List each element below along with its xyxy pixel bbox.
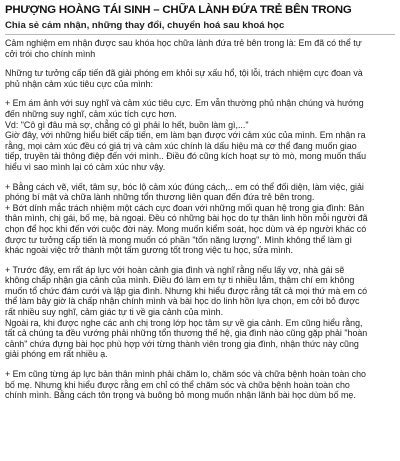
text-line: + Em cũng từng áp lực bản thân mình phải chăm lo, chăm sóc và chữa bệnh hoàn toàn cho bbox=[5, 369, 366, 380]
article-subtitle: Chia sẻ cảm nhận, những thay đổi, chuyển hoá sau khoá học bbox=[5, 20, 285, 31]
text-line: hiểu vì sao mình lại có cảm xúc như vậy. bbox=[5, 161, 166, 172]
text-line: + Bớt dính mắc trách nhiệm một cách cực đoan với những mối quan hệ trong gia đình: Bản bbox=[5, 202, 365, 213]
text-line: muốn tổ chức đám cưới và lập gia đình. Nhưng khi hiểu được rằng tất cả mọi thứ mà em có bbox=[5, 285, 367, 296]
body-paragraph bbox=[5, 68, 395, 89]
text-line: bố mẹ. Nhưng khi hiểu được rằng em chỉ có thể chăm sóc và chữa bệnh hoàn toàn cho bbox=[5, 379, 350, 390]
text-line: Vd: "Cô gì đâu mà sợ, chẳng có gì phải lo hết, buồn làm gì,..." bbox=[5, 119, 249, 130]
text-line: thể làm bây giờ là chấp nhận chính mình và bài học do linh hồn lựa chọn, em cởi bỏ được bbox=[5, 296, 360, 307]
text-line: không chấp nhận gia cảnh của mình. Điều đó làm em tự ti nhiều lắm, thậm chí em không bbox=[5, 275, 355, 286]
article-title: PHƯỢNG HOÀNG TÁI SINH – CHỮA LÀNH ĐỨA TRẺ BÊN TRONG bbox=[5, 4, 352, 16]
text-line: tất cả chúng ta đều vướng phải những tổn thương thế hệ, gia đình nào cũng gặp phải "hoàn bbox=[5, 328, 368, 339]
text-line: Những tư tưởng cấp tiến đã giải phóng em khỏi sự xấu hổ, tội lỗi, trách nhiệm cực đoan và bbox=[5, 68, 363, 79]
text-line: Giờ đây, với những hiểu biết cấp tiến, em làm bạn được với cảm xúc của mình. Em nhận ra bbox=[5, 130, 366, 141]
text-line: + Trước đây, em rất áp lực với hoàn cảnh gia đình và nghĩ rằng nếu lấy vợ, nhà gái sẽ bbox=[5, 264, 345, 275]
text-line: chính mình. Bằng cách tôn trọng và buông bỏ mong muốn nhận lãnh bài học dùm bố mẹ. bbox=[5, 390, 356, 401]
body-paragraph bbox=[5, 98, 395, 172]
text-line: + Em ám ảnh với suy nghĩ và cảm xúc tiêu cực. Em vẫn thường phủ nhận chúng và hướng bbox=[5, 98, 364, 109]
text-line: phóng bí mật và chữa lành những tổn thương liên quan đến đứa trẻ bên trong. bbox=[5, 192, 315, 203]
text-line: giải phóng em rất nhiều ạ. bbox=[5, 349, 108, 360]
article-body bbox=[5, 38, 395, 401]
body-paragraph bbox=[5, 265, 395, 360]
body-paragraph bbox=[5, 38, 395, 59]
body-paragraph bbox=[5, 182, 395, 256]
text-line: rất nhiều suy nghĩ, cảm giác tự ti về gia cảnh của mình. bbox=[5, 307, 224, 318]
text-line: thân mình, chị gái, bố mẹ, bà ngoại. Đều có những bài học do tự thân linh hồn mỗi người đã bbox=[5, 213, 368, 224]
text-line: đến những suy nghĩ, cảm xúc tích cực hơn. bbox=[5, 108, 177, 119]
body-paragraph bbox=[5, 369, 395, 401]
text-line: được tư tưởng cấp tiến là mong muốn có phần "tốn năng lượng". Mình không thể làm gì bbox=[5, 234, 353, 245]
title-divider bbox=[5, 34, 395, 35]
text-line: rằng, mọi cảm xúc đều có giá trị và cảm xúc chính là dấu hiệu mà cơ thể đang muốn giao bbox=[5, 140, 357, 151]
text-line: tiếp, truyền tải thông điệp đến với mình.. Điều đó cũng kích hoạt sự tò mò, mong muốn thấu bbox=[5, 151, 367, 162]
text-line: + Bằng cách vẽ, viết, tâm sự, bóc lộ cảm xúc đúng cách,.. em có thể đối diện, làm việc, giải bbox=[5, 181, 364, 192]
text-line: Cảm nghiệm em nhận được sau khóa học chữa lành đứa trẻ bên trong là: Em đã có thể tự bbox=[5, 38, 362, 48]
text-line: chọn để học khi đến với cuộc đời này. Mong muốn kiểm soát, học dùm và ép người khác có bbox=[5, 223, 367, 234]
text-line: cảnh" chứa đựng bài học phù hợp với từng thành viên trong gia đình, nhận thức này cũng bbox=[5, 338, 359, 349]
text-line: phủ nhận cảm xúc tiêu cực của mình: bbox=[5, 78, 154, 89]
text-line: Ngoài ra, khi được nghe các anh chị trong lớp học tâm sự về gia cảnh. Em cũng hiểu rằng, bbox=[5, 317, 363, 328]
text-line: khác ngoài việc trở thành một tấm gương tốt trong việc tu học, sửa mình. bbox=[5, 245, 293, 256]
text-line: cởi trói cho chính mình bbox=[5, 48, 96, 59]
